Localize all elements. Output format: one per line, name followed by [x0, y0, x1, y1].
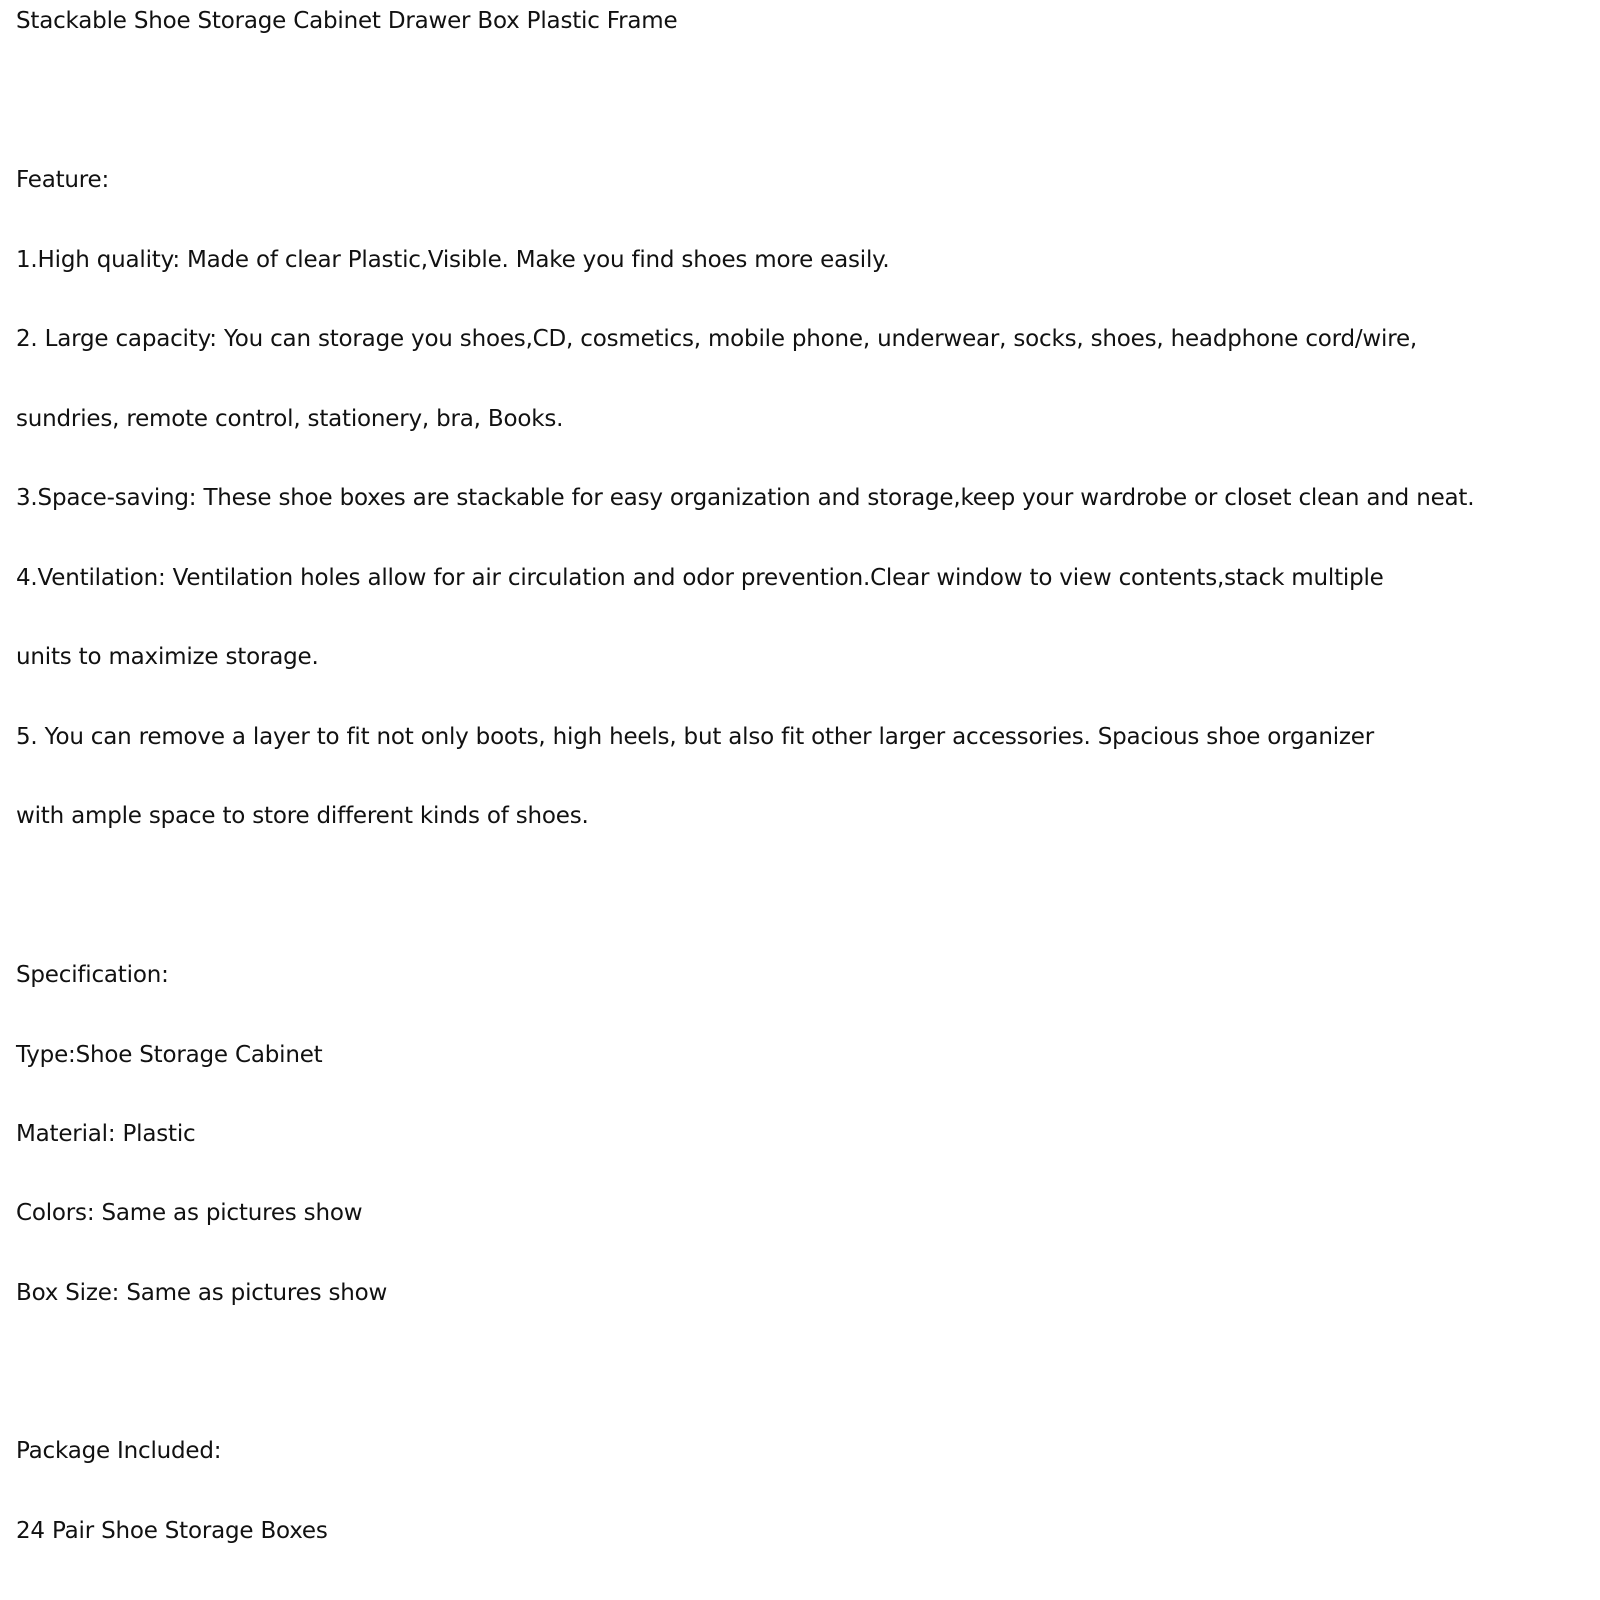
package-heading: Package Included:: [16, 1438, 222, 1464]
specification-heading: Specification:: [16, 962, 169, 988]
specification-line: Colors: Same as pictures show: [16, 1200, 363, 1226]
package-line: 24 Pair Shoe Storage Boxes: [16, 1518, 328, 1544]
feature-line: sundries, remote control, stationery, bra, Books.: [16, 406, 564, 432]
feature-line: 2. Large capacity: You can storage you shoes,CD, cosmetics, mobile phone, underwear, socks, shoes, headphone cord/wire,: [16, 326, 1418, 352]
specification-line: Box Size: Same as pictures show: [16, 1280, 388, 1306]
feature-line: 3.Space-saving: These shoe boxes are stackable for easy organization and storage,keep your wardrobe or closet clean and neat.: [16, 485, 1475, 511]
feature-line: with ample space to store different kinds of shoes.: [16, 803, 589, 829]
feature-heading: Feature:: [16, 167, 110, 193]
feature-line: 1.High quality: Made of clear Plastic,Visible. Make you find shoes more easily.: [16, 247, 890, 273]
feature-line: 4.Ventilation: Ventilation holes allow for air circulation and odor prevention.Clear window to view contents,stack multiple: [16, 565, 1384, 591]
specification-line: Material: Plastic: [16, 1121, 196, 1147]
feature-line: 5. You can remove a layer to fit not only boots, high heels, but also fit other larger accessories. Spacious shoe organizer: [16, 724, 1374, 750]
feature-line: units to maximize storage.: [16, 644, 319, 670]
specification-line: Type:Shoe Storage Cabinet: [16, 1042, 323, 1068]
product-title: Stackable Shoe Storage Cabinet Drawer Box Plastic Frame: [16, 8, 678, 34]
